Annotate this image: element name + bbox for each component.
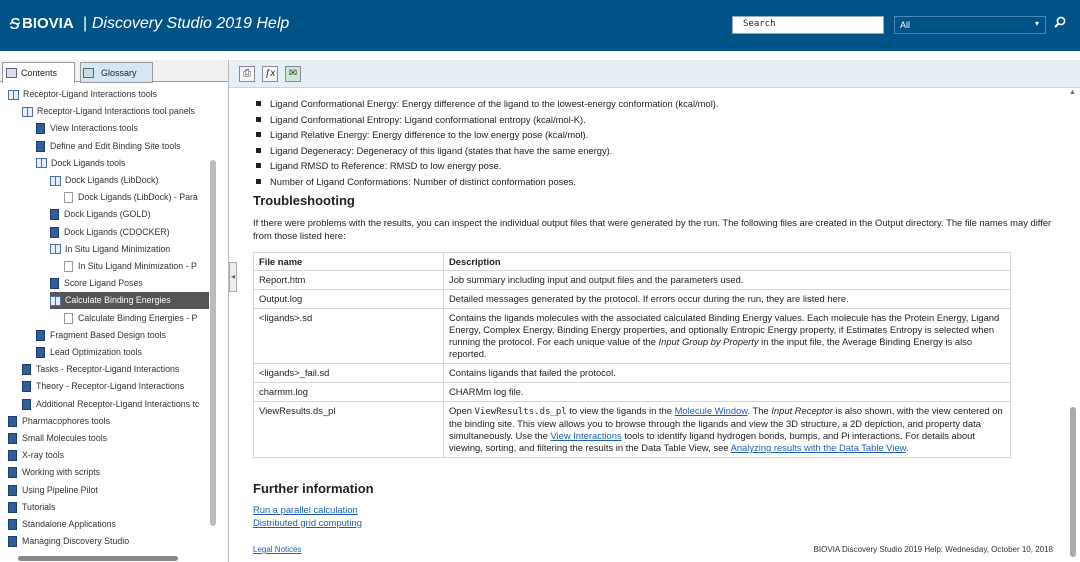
- desc-part: to view the ligands in the: [566, 405, 675, 416]
- table-row: [254, 383, 1011, 402]
- sidebar-item-label: In Situ Ligand Minimization: [65, 243, 171, 254]
- page-icon: [36, 123, 45, 134]
- sidebar-scrollbar[interactable]: [210, 160, 218, 526]
- col-file-name: File name: [254, 253, 444, 271]
- desc-part: tools to identify ligand hydrogen bonds, bumps, and Pi interactions. For details about viewing, sorting, and filtering the results in the Data Table View, see: [449, 430, 975, 453]
- email-button[interactable]: [285, 66, 301, 82]
- page-icon: [50, 227, 59, 238]
- sidebar-item-label: Define and Edit Binding Site tools: [50, 140, 181, 151]
- scrollbar-thumb[interactable]: [210, 160, 216, 526]
- tab-contents-label: Contents: [21, 68, 58, 78]
- sidebar-item[interactable]: [36, 155, 125, 172]
- sidebar-item-label: Dock Ligands (LibDock): [65, 175, 159, 185]
- page-icon: [8, 536, 17, 547]
- sidebar-item[interactable]: [36, 138, 181, 155]
- collapse-sidebar-button[interactable]: ◂: [229, 262, 237, 292]
- sidebar-item[interactable]: [8, 499, 55, 516]
- sidebar-item[interactable]: [64, 189, 198, 206]
- list-item: Ligand Relative Energy: Energy difference to the low energy pose (kcal/mol).: [256, 127, 719, 143]
- print-icon: ⎙: [243, 68, 251, 79]
- page-icon: [50, 209, 59, 220]
- sidebar-item-label: Dock Ligands (CDOCKER): [64, 226, 170, 237]
- page-icon: [8, 502, 17, 513]
- troubleshooting-text: If there were problems with the results, you can inspect the individual output files that were generated by the run. The following files are created in the Output directory. The file names may differ from those listed here:: [253, 217, 1052, 241]
- table-row: [254, 290, 1011, 309]
- chevron-down-icon: ▾: [1034, 19, 1039, 28]
- scope-select[interactable]: [894, 16, 1046, 34]
- page-icon: [8, 450, 17, 461]
- data-table-view-link[interactable]: Analyzing results with the Data Table View: [730, 442, 906, 453]
- page-icon: [8, 467, 17, 478]
- sidebar-item-label: X-ray tools: [22, 450, 65, 461]
- table-row: [254, 364, 1011, 383]
- further-info-heading: Further information: [253, 481, 374, 496]
- content-toolbar: [229, 60, 1080, 88]
- email-icon: ✉: [288, 68, 298, 79]
- sidebar-item-label: Receptor-Ligand Interactions tools: [23, 89, 157, 99]
- sidebar-item[interactable]: [8, 86, 157, 103]
- tab-contents[interactable]: [2, 62, 75, 83]
- scope-value: All: [900, 20, 911, 30]
- sidebar-item[interactable]: [8, 430, 107, 447]
- search-icon: [1053, 15, 1067, 29]
- sidebar-item[interactable]: [64, 258, 197, 275]
- list-item: Ligand Conformational Entropy: Ligand conformational entropy (kcal/mol-K).: [256, 112, 719, 128]
- sidebar-item[interactable]: [50, 172, 158, 189]
- view-interactions-link[interactable]: View Interactions: [550, 430, 622, 441]
- file-desc: Job summary including input and output files and the parameters used.: [444, 271, 1011, 290]
- list-item: Ligand Degeneracy: Degeneracy of this ligand (states that have the same energy).: [256, 143, 719, 159]
- ds-logo-icon: ᵴ: [10, 12, 18, 34]
- page-icon: [36, 141, 45, 152]
- further-links: [253, 504, 362, 529]
- remove-highlight-icon: ƒx: [264, 68, 276, 79]
- page-icon: [8, 433, 17, 444]
- sidebar-item[interactable]: [50, 292, 209, 309]
- page-icon: [50, 278, 59, 289]
- desc-part: . The: [747, 405, 772, 416]
- table-header-row: [254, 253, 1011, 271]
- sidebar-item[interactable]: [22, 103, 195, 120]
- sidebar-item[interactable]: [22, 361, 179, 378]
- sidebar-item[interactable]: [22, 396, 199, 413]
- desc-part: Open: [449, 405, 475, 416]
- sidebar-item-label: Receptor-Ligand Interactions tool panels: [37, 106, 195, 117]
- footer: [253, 545, 1053, 554]
- sidebar-item-label: Additional Receptor-Ligand Interactions tc: [36, 398, 200, 409]
- sidebar-item-label: View Interactions tools: [50, 123, 138, 134]
- book-open-icon: [50, 244, 61, 254]
- output-files-table: [253, 252, 1011, 458]
- sidebar-item-label: Calculate Binding Energies - P: [78, 312, 198, 323]
- help-title: Discovery Studio 2019 Help: [91, 14, 290, 32]
- file-name: Output.log: [254, 290, 444, 309]
- doc-icon: [64, 192, 73, 203]
- file-desc: Contains ligands that failed the protocol.: [444, 364, 1011, 383]
- content-scrollbar[interactable]: [1067, 89, 1080, 562]
- footer-date: BIOVIA Discovery Studio 2019 Help: Wednesday, October 10, 2018: [813, 545, 1053, 554]
- sidebar-item-label: Using Pipeline Pilot: [22, 484, 98, 495]
- header: [0, 0, 1080, 51]
- sidebar-item[interactable]: [36, 327, 166, 344]
- page-icon: [8, 519, 17, 530]
- glossary-icon: [83, 68, 94, 78]
- page-icon: [22, 381, 31, 392]
- file-desc: [444, 309, 1011, 364]
- sidebar-item-label: Tutorials: [22, 501, 56, 512]
- doc-icon: [64, 261, 73, 272]
- file-desc: Detailed messages generated by the protocol. If errors occur during the run, they are listed here.: [444, 290, 1011, 309]
- sidebar-hscrollbar[interactable]: [4, 554, 214, 562]
- table-row: [254, 271, 1011, 290]
- print-button[interactable]: [239, 66, 255, 82]
- sidebar-item-label: Managing Discovery Studio: [22, 536, 130, 547]
- book-open-icon: [50, 176, 61, 186]
- file-desc: CHARMm log file.: [444, 383, 1011, 402]
- property-list: [256, 96, 719, 189]
- sidebar-item-label: Standalone Applications: [22, 519, 116, 529]
- scroll-up-icon[interactable]: ▲: [1069, 89, 1076, 96]
- sidebar-item-label: Dock Ligands (LibDock) - Para: [78, 192, 198, 203]
- sidebar-item[interactable]: [64, 310, 197, 327]
- content-scrollbar-thumb[interactable]: [1070, 407, 1076, 557]
- desc-part: in the input file, the Average Binding Energy is also reported.: [449, 336, 973, 359]
- book-open-icon: [8, 90, 19, 100]
- hscrollbar-thumb[interactable]: [18, 556, 178, 561]
- sidebar-item[interactable]: [50, 206, 151, 223]
- sidebar-item[interactable]: [50, 275, 143, 292]
- sidebar-item[interactable]: [36, 344, 142, 361]
- file-name: Report.htm: [254, 271, 444, 290]
- sidebar-item-label: Pharmacophores tools: [22, 415, 111, 426]
- list-item: Ligand Conformational Energy: Energy difference of the ligand to the lowest-energy conformation (kcal/mol).: [256, 96, 719, 112]
- remove-highlight-button[interactable]: [262, 66, 278, 82]
- doc-icon: [64, 313, 73, 324]
- file-name: <ligands>_fail.sd: [254, 364, 444, 383]
- sidebar-item-label: Dock Ligands (GOLD): [64, 209, 151, 220]
- page-icon: [22, 364, 31, 375]
- sidebar-item[interactable]: [50, 241, 170, 258]
- sidebar-item[interactable]: [50, 224, 170, 241]
- col-description: Description: [444, 253, 1011, 271]
- desc-part: Contains the ligands molecules with the associated calculated Binding Energy values. Each molecule has the Protein Energy, Ligand Energy, Complex Energy, Binding Energy properties, and optionally Entropic Energy property, if Estimates Entropy is selected when running the protocol. For each unique value of the: [449, 312, 1000, 347]
- file-name: <ligands>.sd: [254, 309, 444, 364]
- page-icon: [8, 485, 17, 496]
- sidebar-item[interactable]: [8, 482, 98, 499]
- separator: |: [82, 14, 87, 32]
- sidebar-item[interactable]: [8, 533, 129, 549]
- desc-part: is also shown, with the view centered on the binding site. This view allows you to browse through the ligands and view the 3D structure, a 2D depiction, and property data simultaneously. Use the: [449, 405, 1003, 441]
- sidebar-item[interactable]: [22, 378, 184, 395]
- contents-icon: [6, 68, 17, 78]
- sidebar-tabs: [0, 60, 228, 82]
- list-item: Ligand RMSD to Reference: RMSD to low energy pose.: [256, 158, 719, 174]
- sidebar-item[interactable]: [36, 120, 138, 137]
- page-icon: [8, 416, 17, 427]
- sidebar-item-label: Theory - Receptor-Ligand Interactions: [36, 381, 185, 392]
- tab-glossary-label: Glossary: [101, 68, 137, 78]
- troubleshooting-heading: Troubleshooting: [253, 193, 355, 208]
- book-open-icon: [36, 158, 47, 168]
- book-open-icon: [22, 107, 33, 117]
- file-name: charmm.log: [254, 383, 444, 402]
- sidebar-item-label: Fragment Based Design tools: [50, 329, 166, 340]
- brand-name: BIOVIA: [22, 15, 74, 32]
- table-row: [254, 402, 1011, 458]
- sidebar-item-label: In Situ Ligand Minimization - P: [78, 261, 197, 271]
- sidebar-item-label: Score Ligand Poses: [64, 278, 143, 289]
- search-button[interactable]: [1048, 15, 1072, 35]
- book-open-icon: [50, 296, 61, 306]
- sidebar-item-label: Lead Optimization tools: [50, 347, 142, 357]
- desc-part: .: [905, 442, 909, 453]
- search-input[interactable]: Search: [732, 16, 884, 34]
- sidebar-item[interactable]: [8, 413, 110, 430]
- sidebar: [0, 60, 229, 562]
- grid-computing-link[interactable]: Distributed grid computing: [253, 516, 362, 528]
- biovia-logo[interactable]: [10, 12, 289, 35]
- sidebar-item-label: Working with scripts: [22, 467, 101, 478]
- sidebar-item-label: Tasks - Receptor-Ligand Interactions: [36, 364, 180, 375]
- toc-tree: [4, 86, 209, 549]
- topic-content: [239, 89, 1067, 562]
- page-icon: [36, 330, 45, 341]
- page-icon: [22, 399, 31, 410]
- sidebar-item-label: Calculate Binding Energies: [65, 295, 171, 306]
- sidebar-item[interactable]: [8, 516, 116, 533]
- table-row: [254, 309, 1011, 364]
- desc-emphasis: Input Receptor: [771, 405, 833, 416]
- sidebar-item-label: Small Molecules tools: [22, 433, 108, 443]
- sidebar-item[interactable]: [8, 447, 64, 464]
- sidebar-item-label: Dock Ligands tools: [51, 157, 126, 168]
- molecule-window-link[interactable]: Molecule Window: [674, 405, 748, 416]
- page-icon: [36, 347, 45, 358]
- desc-code: ViewResults.ds_pl: [474, 407, 567, 417]
- list-item: Number of Ligand Conformations: Number of distinct conformation poses.: [256, 174, 719, 190]
- desc-emphasis: Input Group by Property: [658, 336, 759, 347]
- legal-notices-link[interactable]: Legal Notices: [253, 545, 302, 554]
- parallel-calculation-link[interactable]: Run a parallel calculation: [253, 504, 358, 515]
- file-desc: [444, 402, 1011, 458]
- sidebar-item[interactable]: [8, 464, 100, 481]
- tab-glossary[interactable]: [80, 62, 153, 83]
- file-name: ViewResults.ds_pl: [254, 402, 444, 458]
